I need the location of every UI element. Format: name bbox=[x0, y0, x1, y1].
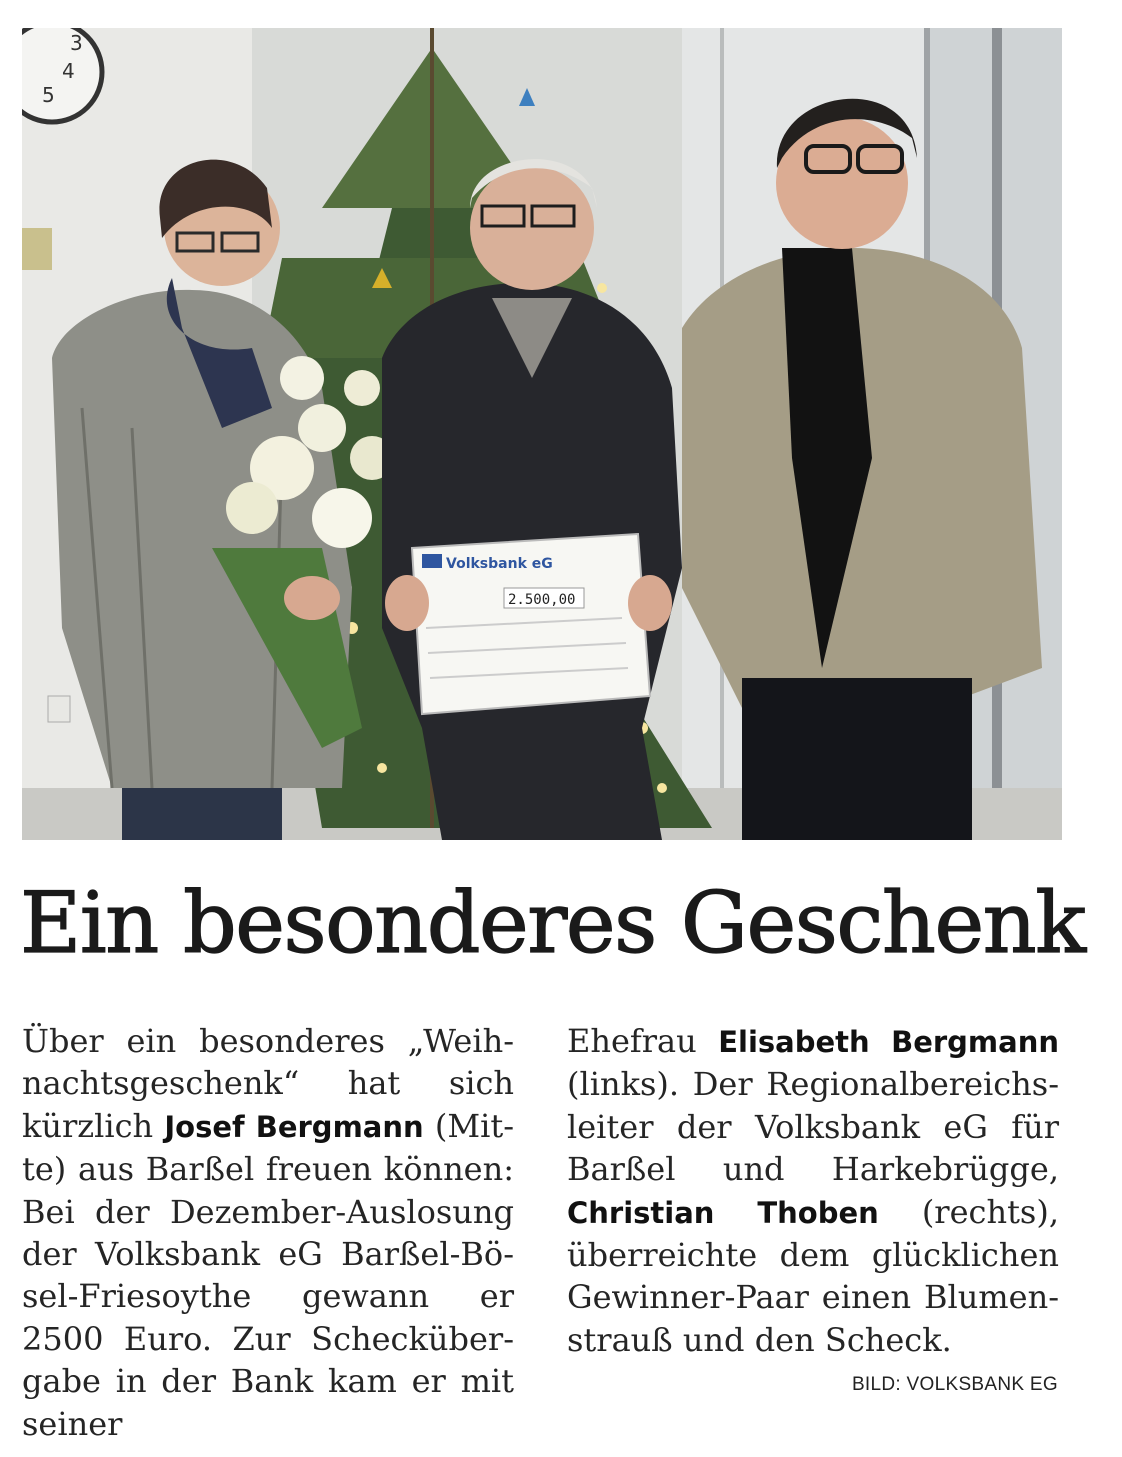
article-headline: Ein besonderes Geschenk bbox=[20, 874, 1085, 972]
svg-text:3: 3 bbox=[70, 31, 83, 55]
article-column-right bbox=[567, 1020, 1059, 1361]
body-text: (rechts), überreichte dem glücklichen Gewinner-Paar einen Blumenstrauß und den Scheck. bbox=[567, 1192, 1059, 1359]
body-text: (Mitte) aus Barßel freuen können: Bei der Dezember-Auslosung der Volksbank eG Barßel-Bösel-Friesoythe gewann er 2500 Euro. Zur Scheckübergabe in der Bank kam er mit seiner bbox=[22, 1106, 515, 1443]
person-name-elisabeth: Elisabeth Bergmann bbox=[718, 1025, 1059, 1059]
svg-text:5: 5 bbox=[42, 83, 55, 107]
person-name-josef: Josef Bergmann bbox=[164, 1109, 424, 1144]
article-column-left bbox=[22, 1020, 514, 1445]
article-photo bbox=[22, 28, 1062, 840]
person-name-christian: Christian Thoben bbox=[567, 1195, 879, 1230]
svg-text:4: 4 bbox=[62, 59, 75, 83]
check-bank-name: Volksbank eG bbox=[446, 556, 553, 572]
check-amount: 2.500,00 bbox=[508, 592, 576, 608]
body-text: Über ein besonderes „Weihnachtsgeschenk“ hat sich kürzlich bbox=[22, 1022, 514, 1145]
wall-clock bbox=[22, 28, 102, 122]
body-text: Ehefrau bbox=[567, 1022, 719, 1060]
photo-credit: BILD: VOLKSBANK EG bbox=[851, 1374, 1058, 1395]
donation-check bbox=[412, 534, 650, 714]
body-text: (links). Der Regionalbereichsleiter der Volksbank eG für Barßel und Harkebrügge, bbox=[567, 1065, 1059, 1189]
